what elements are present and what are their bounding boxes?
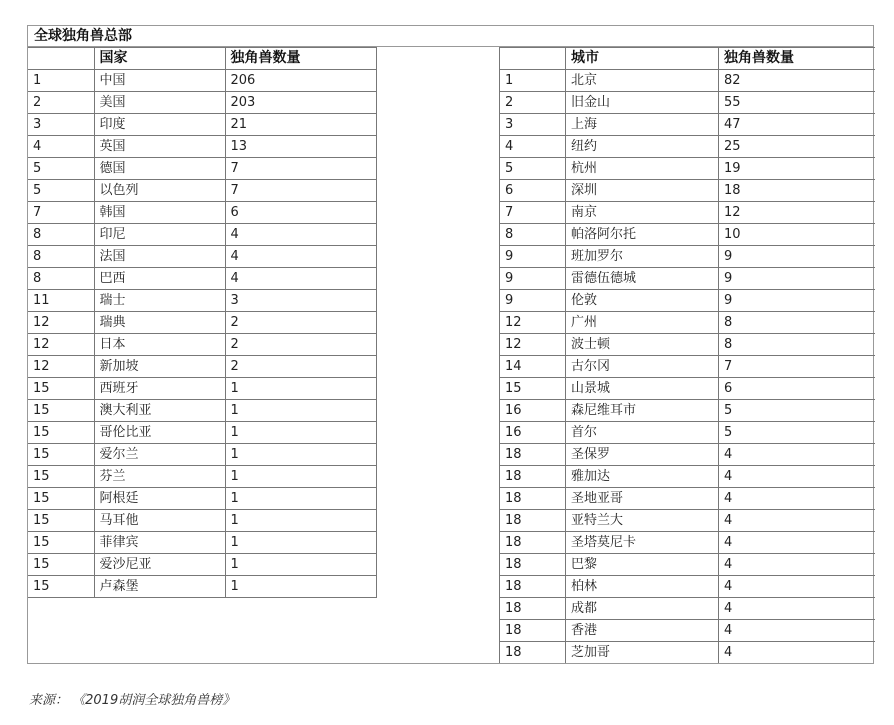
- country-rank-cell: 8: [28, 224, 94, 246]
- country-table: [28, 47, 377, 598]
- country-name-cell: 西班牙: [94, 378, 225, 400]
- country-rank-cell: 8: [28, 246, 94, 268]
- city-name-cell: 纽约: [566, 136, 719, 158]
- city-name-cell: 亚特兰大: [566, 510, 719, 532]
- country-name-cell: 印度: [94, 114, 225, 136]
- country-count-cell: 206: [225, 70, 376, 92]
- country-name-cell: 中国: [94, 70, 225, 92]
- country-count-cell: 7: [225, 180, 376, 202]
- city-count-cell: 9: [719, 246, 875, 268]
- city-row: [500, 466, 875, 488]
- city-count-cell: 5: [719, 400, 875, 422]
- city-name-cell: 首尔: [566, 422, 719, 444]
- city-name-cell: 山景城: [566, 378, 719, 400]
- city-rank-cell: 7: [500, 202, 566, 224]
- city-rank-cell: 8: [500, 224, 566, 246]
- city-rank-cell: 9: [500, 246, 566, 268]
- city-row: [500, 136, 875, 158]
- country-rank-cell: 7: [28, 202, 94, 224]
- country-count-cell: 2: [225, 356, 376, 378]
- city-count-cell: 4: [719, 466, 875, 488]
- city-rank-cell: 14: [500, 356, 566, 378]
- city-name-cell: 帕洛阿尔托: [566, 224, 719, 246]
- country-rank-cell: 15: [28, 466, 94, 488]
- country-count-cell: 2: [225, 334, 376, 356]
- city-rank-cell: 18: [500, 620, 566, 642]
- city-name-cell: 班加罗尔: [566, 246, 719, 268]
- country-count-cell: 1: [225, 422, 376, 444]
- country-name-cell: 瑞士: [94, 290, 225, 312]
- country-rank-cell: 11: [28, 290, 94, 312]
- city-row: [500, 642, 875, 664]
- country-name-cell: 英国: [94, 136, 225, 158]
- country-row: [28, 334, 376, 356]
- city-rank-cell: 18: [500, 488, 566, 510]
- country-count-cell: 1: [225, 400, 376, 422]
- country-count-cell: 1: [225, 488, 376, 510]
- country-count-cell: 3: [225, 290, 376, 312]
- city-row: [500, 598, 875, 620]
- country-name-cell: 美国: [94, 92, 225, 114]
- city-rank-header: [500, 48, 566, 70]
- city-row: [500, 422, 875, 444]
- city-row: [500, 290, 875, 312]
- city-count-cell: 19: [719, 158, 875, 180]
- country-count-cell: 203: [225, 92, 376, 114]
- country-rank-cell: 1: [28, 70, 94, 92]
- city-rank-cell: 18: [500, 532, 566, 554]
- city-count-cell: 55: [719, 92, 875, 114]
- city-rank-cell: 18: [500, 576, 566, 598]
- city-name-cell: 巴黎: [566, 554, 719, 576]
- city-rank-cell: 9: [500, 290, 566, 312]
- city-name-cell: 旧金山: [566, 92, 719, 114]
- city-name-header: 城市: [566, 48, 719, 70]
- country-count-cell: 2: [225, 312, 376, 334]
- country-count-cell: 1: [225, 554, 376, 576]
- city-name-cell: 伦敦: [566, 290, 719, 312]
- city-count-cell: 47: [719, 114, 875, 136]
- city-name-cell: 圣保罗: [566, 444, 719, 466]
- city-name-cell: 深圳: [566, 180, 719, 202]
- city-row: [500, 70, 875, 92]
- country-name-cell: 日本: [94, 334, 225, 356]
- country-count-cell: 1: [225, 532, 376, 554]
- city-count-cell: 4: [719, 488, 875, 510]
- country-name-header: 国家: [94, 48, 225, 70]
- country-row: [28, 202, 376, 224]
- city-rank-cell: 18: [500, 444, 566, 466]
- country-row: [28, 356, 376, 378]
- country-count-cell: 1: [225, 378, 376, 400]
- city-count-cell: 4: [719, 444, 875, 466]
- country-row: [28, 554, 376, 576]
- country-rank-cell: 12: [28, 312, 94, 334]
- city-rank-cell: 18: [500, 642, 566, 664]
- country-row: [28, 290, 376, 312]
- country-row: [28, 532, 376, 554]
- country-count-cell: 21: [225, 114, 376, 136]
- city-name-cell: 波士顿: [566, 334, 719, 356]
- city-rank-cell: 18: [500, 466, 566, 488]
- country-row: [28, 444, 376, 466]
- country-rank-cell: 12: [28, 356, 94, 378]
- country-row: [28, 312, 376, 334]
- city-rank-cell: 18: [500, 598, 566, 620]
- city-count-cell: 18: [719, 180, 875, 202]
- country-rank-cell: 15: [28, 510, 94, 532]
- city-name-cell: 古尔冈: [566, 356, 719, 378]
- country-name-cell: 法国: [94, 246, 225, 268]
- country-name-cell: 德国: [94, 158, 225, 180]
- country-row: [28, 180, 376, 202]
- city-name-cell: 圣地亚哥: [566, 488, 719, 510]
- country-row: [28, 400, 376, 422]
- country-name-cell: 印尼: [94, 224, 225, 246]
- country-row: [28, 488, 376, 510]
- country-name-cell: 菲律宾: [94, 532, 225, 554]
- city-row: [500, 246, 875, 268]
- country-rank-cell: 15: [28, 422, 94, 444]
- city-name-cell: 杭州: [566, 158, 719, 180]
- country-name-cell: 爱尔兰: [94, 444, 225, 466]
- city-name-cell: 柏林: [566, 576, 719, 598]
- city-count-cell: 4: [719, 532, 875, 554]
- country-count-cell: 1: [225, 466, 376, 488]
- city-row: [500, 510, 875, 532]
- city-row: [500, 202, 875, 224]
- country-rank-cell: 3: [28, 114, 94, 136]
- city-count-cell: 5: [719, 422, 875, 444]
- city-count-cell: 9: [719, 290, 875, 312]
- source-note: 来源： 《2019胡润全球独角兽榜》: [29, 693, 236, 708]
- city-name-cell: 北京: [566, 70, 719, 92]
- city-count-cell: 10: [719, 224, 875, 246]
- country-count-cell: 1: [225, 576, 376, 598]
- country-rank-cell: 15: [28, 378, 94, 400]
- country-name-cell: 新加坡: [94, 356, 225, 378]
- city-name-cell: 圣塔莫尼卡: [566, 532, 719, 554]
- country-name-cell: 哥伦比亚: [94, 422, 225, 444]
- city-count-cell: 12: [719, 202, 875, 224]
- country-rank-cell: 12: [28, 334, 94, 356]
- city-count-cell: 4: [719, 576, 875, 598]
- country-rank-cell: 15: [28, 400, 94, 422]
- country-name-cell: 马耳他: [94, 510, 225, 532]
- city-row: [500, 268, 875, 290]
- city-row: [500, 356, 875, 378]
- city-rank-cell: 9: [500, 268, 566, 290]
- country-row: [28, 224, 376, 246]
- city-row: [500, 224, 875, 246]
- country-name-cell: 阿根廷: [94, 488, 225, 510]
- city-name-cell: 森尼维耳市: [566, 400, 719, 422]
- city-name-cell: 芝加哥: [566, 642, 719, 664]
- country-row: [28, 378, 376, 400]
- country-row: [28, 422, 376, 444]
- city-rank-cell: 16: [500, 422, 566, 444]
- country-row: [28, 510, 376, 532]
- city-rank-cell: 3: [500, 114, 566, 136]
- city-rank-cell: 12: [500, 312, 566, 334]
- country-rank-cell: 15: [28, 576, 94, 598]
- country-rank-cell: 4: [28, 136, 94, 158]
- city-rank-cell: 18: [500, 510, 566, 532]
- country-rank-cell: 5: [28, 158, 94, 180]
- city-row: [500, 180, 875, 202]
- city-rank-cell: 6: [500, 180, 566, 202]
- country-count-cell: 6: [225, 202, 376, 224]
- city-row: [500, 158, 875, 180]
- city-row: [500, 488, 875, 510]
- country-rank-cell: 15: [28, 554, 94, 576]
- country-count-cell: 4: [225, 224, 376, 246]
- city-row: [500, 92, 875, 114]
- city-name-cell: 上海: [566, 114, 719, 136]
- country-rank-cell: 15: [28, 532, 94, 554]
- city-name-cell: 雷德伍德城: [566, 268, 719, 290]
- country-row: [28, 576, 376, 598]
- city-name-cell: 成都: [566, 598, 719, 620]
- country-header-row: [28, 48, 376, 70]
- country-rank-cell: 5: [28, 180, 94, 202]
- city-name-cell: 广州: [566, 312, 719, 334]
- city-name-cell: 雅加达: [566, 466, 719, 488]
- city-count-cell: 4: [719, 554, 875, 576]
- country-name-cell: 瑞典: [94, 312, 225, 334]
- city-rank-cell: 1: [500, 70, 566, 92]
- city-rank-cell: 18: [500, 554, 566, 576]
- country-rank-cell: 15: [28, 488, 94, 510]
- country-count-cell: 1: [225, 510, 376, 532]
- country-name-cell: 巴西: [94, 268, 225, 290]
- country-count-cell: 7: [225, 158, 376, 180]
- city-rank-cell: 5: [500, 158, 566, 180]
- country-name-cell: 爱沙尼亚: [94, 554, 225, 576]
- city-count-cell: 8: [719, 334, 875, 356]
- city-row: [500, 400, 875, 422]
- country-rank-header: [28, 48, 94, 70]
- city-count-cell: 4: [719, 598, 875, 620]
- city-row: [500, 312, 875, 334]
- city-row: [500, 334, 875, 356]
- country-row: [28, 70, 376, 92]
- city-count-cell: 7: [719, 356, 875, 378]
- city-row: [500, 576, 875, 598]
- city-count-cell: 4: [719, 620, 875, 642]
- city-rank-cell: 16: [500, 400, 566, 422]
- country-count-cell: 4: [225, 246, 376, 268]
- city-rank-cell: 4: [500, 136, 566, 158]
- unicorn-hq-frame: [27, 25, 874, 664]
- country-count-cell: 1: [225, 444, 376, 466]
- city-name-cell: 香港: [566, 620, 719, 642]
- city-count-cell: 6: [719, 378, 875, 400]
- country-row: [28, 114, 376, 136]
- country-name-cell: 芬兰: [94, 466, 225, 488]
- city-name-cell: 南京: [566, 202, 719, 224]
- country-row: [28, 268, 376, 290]
- city-count-cell: 9: [719, 268, 875, 290]
- city-row: [500, 554, 875, 576]
- city-row: [500, 378, 875, 400]
- country-name-cell: 澳大利亚: [94, 400, 225, 422]
- table-title: 全球独角兽总部: [28, 26, 873, 47]
- country-name-cell: 以色列: [94, 180, 225, 202]
- city-count-cell: 4: [719, 642, 875, 664]
- city-row: [500, 620, 875, 642]
- country-row: [28, 158, 376, 180]
- country-row: [28, 92, 376, 114]
- country-rank-cell: 15: [28, 444, 94, 466]
- country-count-cell: 4: [225, 268, 376, 290]
- country-rank-cell: 2: [28, 92, 94, 114]
- country-rank-cell: 8: [28, 268, 94, 290]
- country-row: [28, 246, 376, 268]
- country-name-cell: 韩国: [94, 202, 225, 224]
- city-row: [500, 444, 875, 466]
- country-row: [28, 466, 376, 488]
- city-rank-cell: 2: [500, 92, 566, 114]
- city-header-row: [500, 48, 875, 70]
- city-row: [500, 114, 875, 136]
- city-rank-cell: 12: [500, 334, 566, 356]
- country-name-cell: 卢森堡: [94, 576, 225, 598]
- country-count-header: 独角兽数量: [225, 48, 376, 70]
- city-count-cell: 4: [719, 510, 875, 532]
- city-table: [499, 47, 875, 663]
- city-rank-cell: 15: [500, 378, 566, 400]
- city-count-cell: 25: [719, 136, 875, 158]
- city-count-cell: 82: [719, 70, 875, 92]
- city-row: [500, 532, 875, 554]
- country-count-cell: 13: [225, 136, 376, 158]
- city-count-cell: 8: [719, 312, 875, 334]
- city-count-header: 独角兽数量: [719, 48, 875, 70]
- country-row: [28, 136, 376, 158]
